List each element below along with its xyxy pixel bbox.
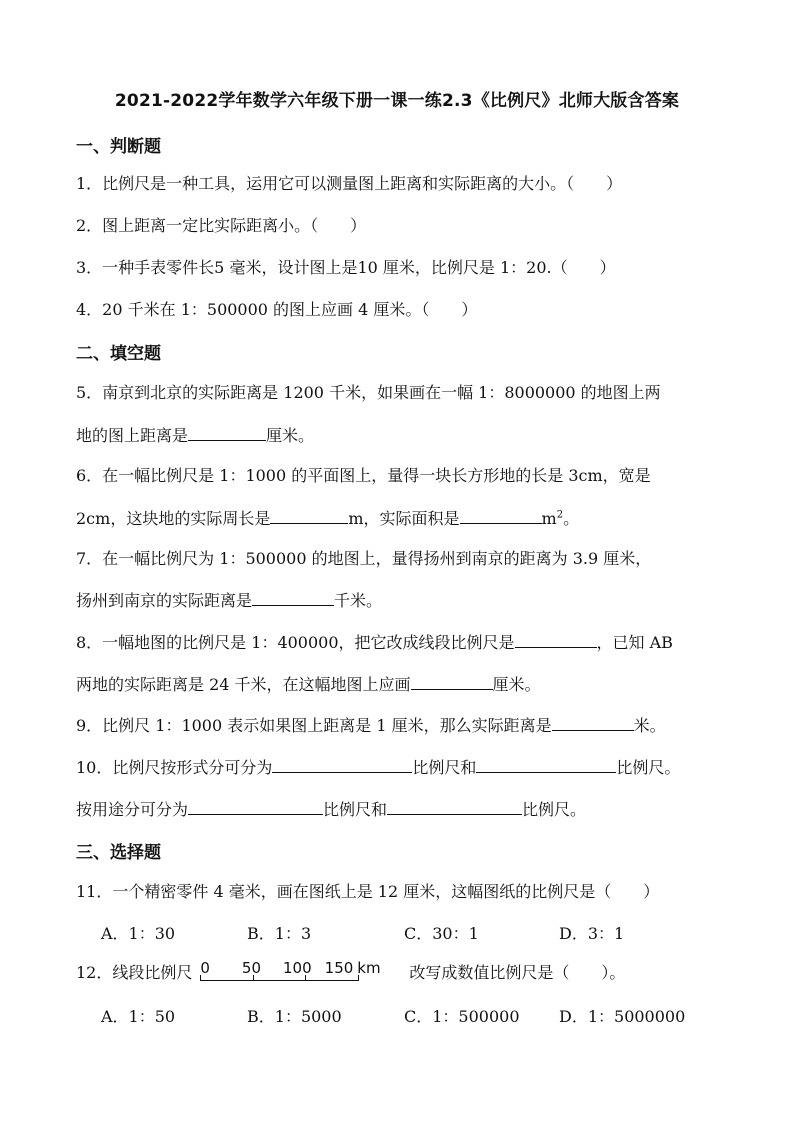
section-heading-fill-blank: 二、填空题 — [76, 344, 161, 364]
question-8-line-2 — [76, 672, 541, 695]
answer-blank[interactable] — [552, 714, 634, 731]
question-2: 2．图上距离一定比实际距离小。（ ） — [76, 216, 367, 235]
question-9 — [76, 713, 666, 736]
q10-text-b: 比例尺和 — [412, 758, 477, 777]
answer-blank[interactable] — [188, 424, 266, 441]
question-7-line-1: 7．在一幅比例尺为 1：500000 的地图上，量得扬州到南京的距离为 3.9 厘米， — [76, 549, 652, 568]
scale-bar — [200, 980, 358, 981]
q11-option-d[interactable]: D．3：1 — [559, 924, 625, 943]
question-10-line-1 — [76, 755, 680, 778]
scale-label-150: 150 — [324, 958, 354, 977]
answer-blank[interactable] — [272, 756, 412, 773]
question-10-line-2 — [76, 797, 586, 820]
q10-text-a: 10．比例尺按形式分可分为 — [76, 758, 273, 777]
q10-text-e: 比例尺和 — [323, 800, 388, 819]
question-12 — [76, 960, 625, 987]
q12-option-d[interactable]: D．1：5000000 — [559, 1007, 686, 1026]
q12-option-a[interactable]: A．1：50 — [101, 1007, 176, 1026]
question-5-line-1: 5．南京到北京的实际距离是 1200 千米，如果画在一幅 1：8000000 的地图上两 — [76, 383, 661, 402]
q8-text-b: ，已知 AB — [596, 633, 673, 652]
scale-tick — [305, 975, 306, 981]
question-4: 4．20 千米在 1：500000 的图上应画 4 厘米。（ ） — [76, 300, 478, 319]
q10-text-c: 比例尺。 — [616, 758, 681, 777]
q8-text-d: 厘米。 — [492, 675, 541, 694]
q6-text-d: 。 — [563, 509, 580, 528]
scale-label-50: 50 — [241, 958, 262, 977]
answer-blank[interactable] — [252, 589, 334, 606]
scale-label-100: 100 — [283, 958, 312, 977]
q6-text-a: 2cm，这块地的实际周长是 — [76, 509, 271, 528]
line-segment-scale — [200, 958, 395, 987]
q5-text-a: 地的图上距离是 — [76, 426, 189, 445]
q7-text-b: 千米。 — [334, 591, 383, 610]
scale-tick — [358, 975, 359, 981]
q10-text-f: 比例尺。 — [522, 800, 587, 819]
answer-blank[interactable] — [387, 798, 522, 815]
q8-text-a: 8．一幅地图的比例尺是 1：400000，把它改成线段比例尺是 — [76, 633, 515, 652]
q12-option-c[interactable]: C．1：500000 — [404, 1007, 520, 1026]
answer-blank[interactable] — [270, 507, 348, 524]
section-heading-judgment: 一、判断题 — [76, 137, 161, 157]
q9-text-a: 9．比例尺 1：1000 表示如果图上距离是 1 厘米，那么实际距离是 — [76, 716, 552, 735]
q12-option-b[interactable]: B．1：5000 — [247, 1007, 342, 1026]
q6-text-b: m，实际面积是 — [348, 509, 460, 528]
q5-text-b: 厘米。 — [266, 426, 315, 445]
question-8-line-1 — [76, 630, 673, 653]
q8-text-c: 两地的实际距离是 24 千米，在这幅地图上应画 — [76, 675, 411, 694]
scale-labels — [200, 959, 380, 977]
answer-blank[interactable] — [476, 756, 616, 773]
q7-text-a: 扬州到南京的实际距离是 — [76, 591, 253, 610]
question-6-line-1: 6．在一幅比例尺是 1：1000 的平面图上，量得一块长方形地的长是 3cm，宽是 — [76, 466, 651, 485]
question-3: 3．一种手表零件长5 毫米，设计图上是10 厘米，比例尺是 1：20.（ ） — [76, 258, 616, 277]
scale-unit-km: km — [357, 958, 381, 977]
q11-option-c[interactable]: C．30：1 — [404, 924, 479, 943]
q6-text-c: m — [541, 509, 557, 528]
question-11: 11．一个精密零件 4 毫米，画在图纸上是 12 厘米，这幅图纸的比例尺是（ ） — [76, 882, 660, 901]
scale-tick — [200, 975, 201, 981]
question-1: 1．比例尺是一种工具，运用它可以测量图上距离和实际距离的大小。（ ） — [76, 174, 623, 193]
q11-option-a[interactable]: A．1：30 — [101, 924, 176, 943]
q9-text-b: 米。 — [633, 716, 666, 735]
q12-text-a: 12．线段比例尺 — [76, 963, 193, 982]
question-5-line-2 — [76, 423, 314, 446]
question-6-line-2 — [76, 506, 579, 529]
q11-option-b[interactable]: B．1：3 — [247, 924, 312, 943]
scale-label-0: 0 — [200, 958, 210, 977]
answer-blank[interactable] — [188, 798, 323, 815]
answer-blank[interactable] — [515, 631, 597, 648]
answer-blank[interactable] — [460, 507, 542, 524]
page-title: 2021-2022学年数学六年级下册一课一练2.3《比例尺》北师大版含答案 — [114, 91, 680, 111]
section-heading-choice: 三、选择题 — [76, 843, 161, 863]
scale-tick — [253, 975, 254, 981]
question-7-line-2 — [76, 588, 382, 611]
q12-text-b: 改写成数值比例尺是（ ）。 — [409, 963, 626, 982]
q10-text-d: 按用途分可分为 — [76, 800, 189, 819]
answer-blank[interactable] — [411, 673, 493, 690]
q6-superscript: 2 — [556, 509, 564, 521]
